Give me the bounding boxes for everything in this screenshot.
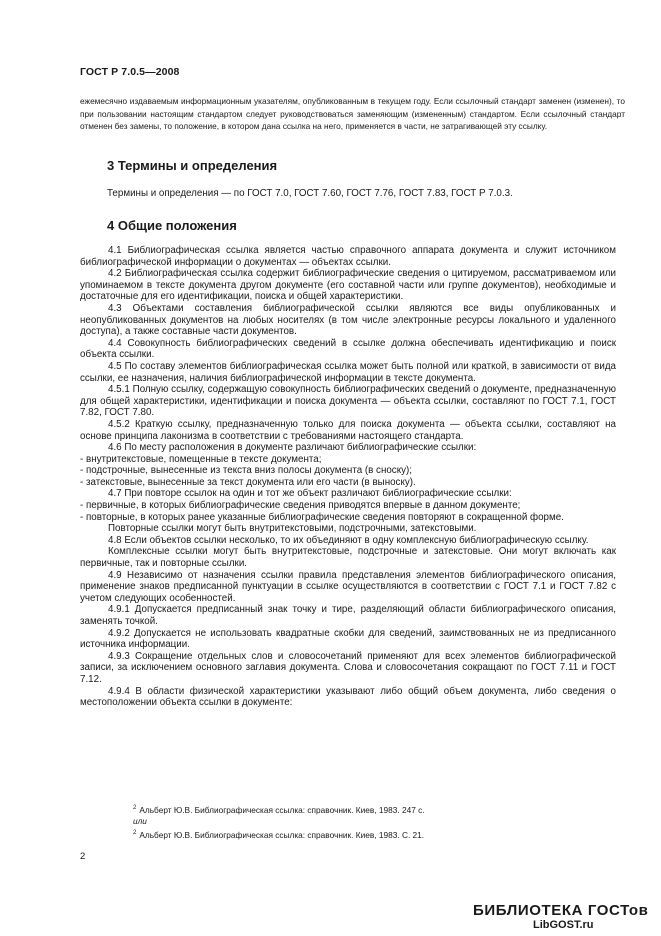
list-item: - внутритекстовые, помещенные в тексте документа; — [80, 453, 322, 465]
page-number: 2 — [80, 851, 86, 862]
footnote-text: Альберт Ю.В. Библиографическая ссылка: справочник. Киев, 1983. С. 21. — [139, 829, 425, 840]
paragraph-4-8: 4.8 Если объектов ссылки несколько, то их объединяют в одну комплексную библиографическую ссылку. — [108, 534, 589, 546]
list-item: - первичные, в которых библиографические сведения приводятся впервые в данном документе; — [80, 500, 521, 512]
list-item: - подстрочные, вынесенные из текста вниз полосы документа (в сноску); — [80, 465, 412, 477]
section-3-text: Термины и определения — по ГОСТ 7.0, ГОСТ 7.60, ГОСТ 7.76, ГОСТ 7.83, ГОСТ Р 7.0.3. — [107, 188, 513, 199]
paragraph-4-2: 4.2 Библиографическая ссылка содержит библиографические сведения о цитируемом, рассматриваемом или упоминаемом в тексте документа другом документе (его составной части или группе документов), необходимые и достаточные для его идентификации, поиска и общей характеристики. — [80, 268, 616, 303]
footnote-2 — [133, 828, 424, 841]
footnote-1 — [133, 803, 425, 816]
paragraph-4-5-1: 4.5.1 Полную ссылку, содержащую совокупность библиографических сведений о документе, предназначенную для общей характеристики, идентификации и поиска документа — объекта ссылки, составляют по ГОСТ 7.1, ГОСТ 7.82, ГОСТ 7.80. — [80, 384, 616, 419]
section-3-title: 3 Термины и определения — [107, 158, 278, 173]
list-item: - затекстовые, вынесенные за текст документа или его части (в выноску). — [80, 476, 416, 488]
watermark-title: БИБЛИОТЕКА ГОСТов — [473, 902, 649, 919]
paragraph-4-5: 4.5 По составу элементов библиографическая ссылка может быть полной или краткой, в зависимости от вида ссылки, ее назначения, наличия библиографической информации в тексте документа. — [80, 360, 616, 384]
paragraph-4-5-2: 4.5.2 Краткую ссылку, предназначенную только для поиска документа — объекта ссылки, составляют на основе принципа лаконизма в соответствии с требованиями настоящего стандарта. — [80, 418, 616, 442]
paragraph-4-6: 4.6 По месту расположения в документе различают библиографические ссылки: — [108, 442, 477, 454]
footnote-text: Альберт Ю.В. Библиографическая ссылка: справочник. Киев, 1983. 247 с. — [139, 804, 425, 815]
watermark-url: LibGOST.ru — [533, 919, 594, 931]
paragraph-4-9-4: 4.9.4 В области физической характеристики указывают либо общий объем документа, либо сведения о местоположении объекта ссылки в документе: — [80, 685, 616, 709]
paragraph-4-9-1: 4.9.1 Допускается предписанный знак точку и тире, разделяющий области библиографического описания, заменять точкой. — [80, 604, 616, 627]
footnote-marker: 2 — [133, 830, 137, 836]
paragraph-4-9-2: 4.9.2 Допускается не использовать квадратные скобки для сведений, заимствованных не из предписанного источника информации. — [80, 627, 616, 651]
paragraph-4-1: 4.1 Библиографическая ссылка является частью справочного аппарата документа и служит источником библиографической информации о документах — объектах ссылки. — [80, 245, 616, 268]
paragraph-4-3: 4.3 Объектами составления библиографической ссылки являются все виды опубликованных и неопубликованных документов на любых носителях (в том числе электронные ресурсы локального и удаленного доступа), а также составные части документов. — [80, 302, 616, 338]
footnote-or: или — [133, 816, 147, 826]
intro-paragraph: ежемесячно издаваемым информационным указателям, опубликованным в текущем году. Если ссылочный стандарт заменен (изменен), то при пользовании настоящим стандартом следует руководствоваться заменяющим (измененным) стандартом. Если ссылочный стандарт отменен без замены, то положение, в котором дана ссылка на него, применяется в части, не затрагивающей эту ссылку. — [80, 96, 625, 132]
paragraph-4-7: 4.7 При повторе ссылок на один и тот же объект различают библиографические ссылки: — [108, 488, 512, 500]
page-header-code: ГОСТ Р 7.0.5—2008 — [80, 66, 180, 78]
paragraph-4-9: 4.9 Независимо от назначения ссылки правила представления элементов библиографического описания, применение знаков предписанной пунктуации в ссылке осуществляются в соответствии с ГОСТ 7.1 и ГОСТ 7.82 с учетом следующих особенностей. — [80, 569, 616, 604]
footnote-marker: 2 — [133, 805, 137, 811]
paragraph-repeat-refs: Повторные ссылки могут быть внутритекстовыми, подстрочными, затекстовыми. — [108, 523, 477, 535]
section-4-title: 4 Общие положения — [107, 218, 237, 233]
paragraph-complex-refs: Комплексные ссылки могут быть внутритекстовые, подстрочные и затекстовые. Они могут включать как первичные, так и повторные ссылки. — [80, 546, 616, 570]
paragraph-4-4: 4.4 Совокупность библиографических сведений в ссылке должна обеспечивать идентификацию и поиск объекта ссылки. — [80, 337, 616, 361]
section-4-body — [80, 245, 616, 709]
list-item: - повторные, в которых ранее указанные библиографические сведения повторяют в сокращенной форме. — [80, 511, 564, 523]
paragraph-4-9-3: 4.9.3 Сокращение отдельных слов и словосочетаний применяют для всех элементов библиографической записи, за исключением основного заглавия документа. Слова и словосочетания сокращают по ГОСТ 7.11 и ГОСТ 7.12. — [80, 650, 616, 685]
